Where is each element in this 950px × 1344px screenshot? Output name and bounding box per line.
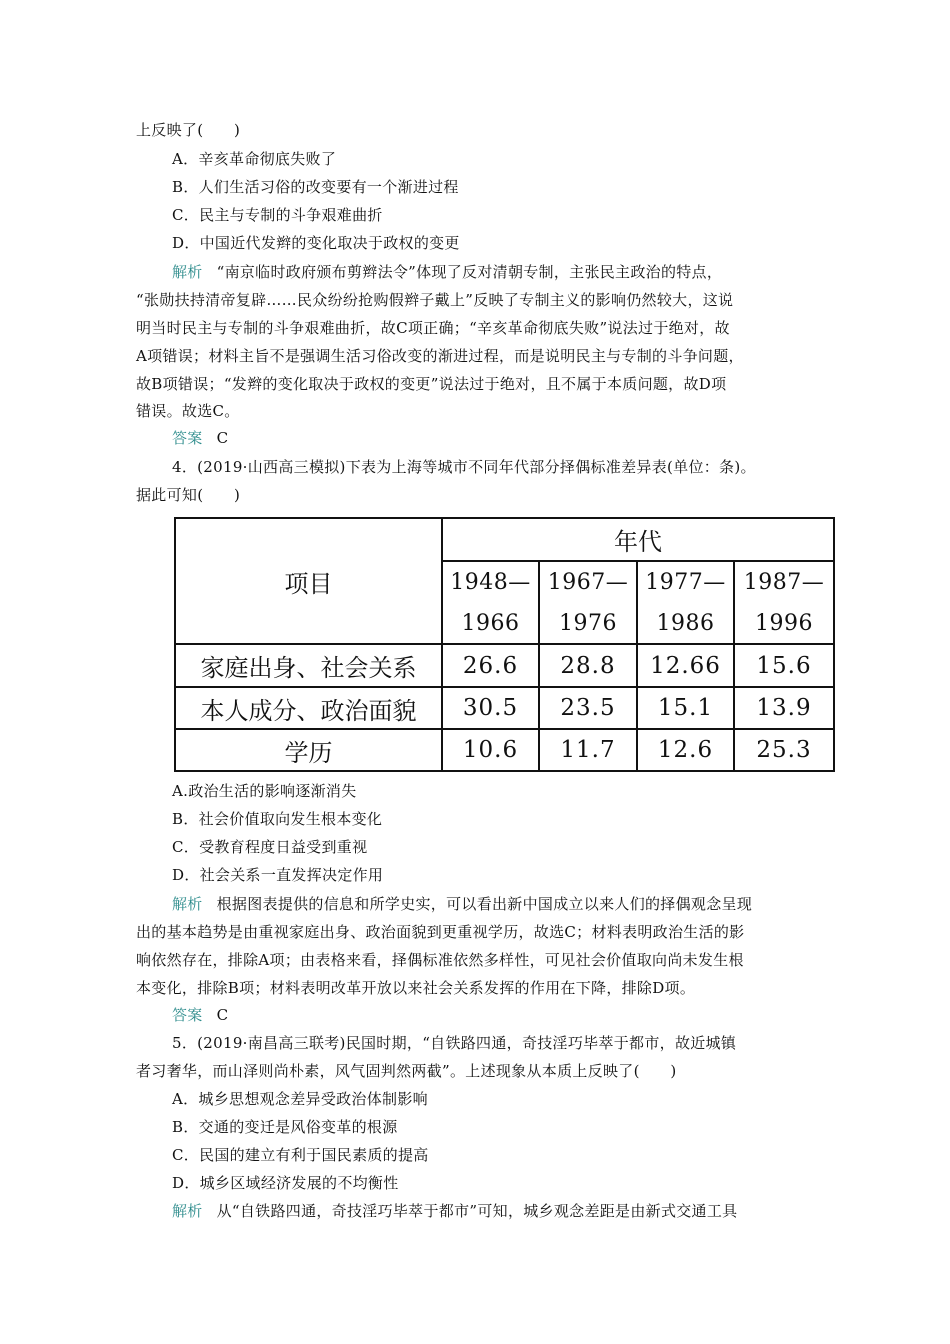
- table-cell: 10.6: [462, 737, 519, 763]
- q4-answer-value: C: [216, 1006, 229, 1024]
- q3-analysis-text: “南京临时政府颁布剪辫法令”体现了反对清朝专制，主张民主政治的特点，: [216, 263, 723, 281]
- q3-analysis-line: 明当时民主与专制的斗争艰难曲折，故C项正确；“辛亥革命彻底失败”说法过于绝对，故: [136, 319, 730, 337]
- table-cell: 12.6: [657, 737, 714, 763]
- q4-answer-label: 答案: [172, 1006, 203, 1024]
- period-start: 1987—: [743, 569, 825, 595]
- row-label: 学历: [284, 738, 333, 767]
- q3-answer-value: C: [216, 429, 229, 447]
- q5-stem-line: 者习奢华，而山泽则尚朴素，风气固判然两截”。上述现象从本质上反映了( ): [136, 1062, 677, 1080]
- period-end: 1996: [755, 610, 813, 636]
- q5-option-d: D．城乡区域经济发展的不均衡性: [172, 1174, 399, 1192]
- q3-analysis-line: 故B项错误；“发辫的变化取决于政权的变更”说法过于绝对，且不属于本质问题，故D项: [136, 375, 727, 393]
- table-cell: 11.7: [560, 737, 616, 763]
- q5-analysis-label: 解析: [172, 1202, 203, 1220]
- q5-option-c: C．民国的建立有利于国民素质的提高: [172, 1146, 429, 1164]
- q3-answer-label: 答案: [172, 429, 203, 447]
- q4-option-d: D．社会关系一直发挥决定作用: [172, 866, 384, 884]
- table-cell: 23.5: [560, 695, 616, 721]
- q5-option-b: B．交通的变迁是风俗变革的根源: [172, 1118, 398, 1136]
- table-cell: 28.8: [560, 652, 616, 679]
- period-start: 1948—: [450, 569, 531, 595]
- q3-analysis-line: 错误。故选C。: [136, 402, 240, 420]
- q4-analysis-first-line: [172, 894, 752, 914]
- q4-stem-line: 据此可知( ): [136, 486, 241, 504]
- period-end: 1986: [656, 610, 715, 636]
- q3-option-c: C．民主与专制的斗争艰难曲折: [172, 206, 383, 224]
- q4-analysis-line: 出的基本趋势是由重视家庭出身、政治面貌到更重视学历，故选C；材料表明政治生活的影: [136, 923, 745, 941]
- q5-option-a: A．城乡思想观念差异受政治体制影响: [172, 1090, 428, 1108]
- q3-analysis-first-line: [172, 262, 722, 282]
- period-start: 1967—: [547, 569, 629, 595]
- q4-analysis-line: 响依然存在，排除A项；由表格来看，择偶标准依然多样性，可见社会价值取向尚未发生根: [136, 951, 744, 969]
- q3-option-b: B．人们生活习俗的改变要有一个渐进过程: [172, 178, 459, 196]
- period-end: 1976: [559, 610, 617, 636]
- q3-option-d: D．中国近代发辫的变化取决于政权的变更: [172, 234, 460, 252]
- q4-option-b: B．社会价值取向发生根本变化: [172, 810, 383, 828]
- q3-stem-tail: 上反映了( ): [136, 121, 241, 139]
- q3-analysis-line: “张勋扶持清帝复辟……民众纷纷抢购假辫子戴上”反映了专制主义的影响仍然较大，这说: [136, 291, 734, 309]
- q5-stem-line: 5．(2019·南昌高三联考)民国时期，“自铁路四通，奇技淫巧毕萃于都市，故近城镇: [172, 1034, 737, 1052]
- table-cell: 12.66: [650, 652, 721, 679]
- table-cell: 15.6: [756, 652, 812, 679]
- table-cell: 13.9: [756, 695, 812, 721]
- row-label: 本人成分、政治面貌: [200, 696, 417, 725]
- q4-answer: [172, 1005, 228, 1025]
- q4-option-a: A.政治生活的影响逐渐消失: [172, 782, 357, 800]
- table-cell: 15.1: [657, 695, 714, 721]
- q5-analysis-text: 从“自铁路四通，奇技淫巧毕萃于都市”可知，城乡观念差距是由新式交通工具: [216, 1202, 738, 1220]
- table-cell: 25.3: [756, 737, 812, 763]
- q3-analysis-label: 解析: [172, 263, 203, 281]
- q5-analysis-first-line: [172, 1201, 737, 1221]
- q3-option-a: A．辛亥革命彻底失败了: [172, 150, 337, 168]
- q4-stem-line: 4．(2019·山西高三模拟)下表为上海等城市不同年代部分择偶标准差异表(单位：条)。: [172, 458, 756, 476]
- q3-answer: [172, 428, 228, 448]
- table-cell: 26.6: [462, 652, 519, 679]
- period-end: 1966: [461, 610, 520, 636]
- table-header-item: 项目: [284, 569, 333, 598]
- q4-option-c: C．受教育程度日益受到重视: [172, 838, 368, 856]
- q4-analysis-text: 根据图表提供的信息和所学史实，可以看出新中国成立以来人们的择偶观念呈现: [216, 895, 753, 913]
- q4-analysis-label: 解析: [172, 895, 203, 913]
- table-cell: 30.5: [462, 695, 519, 721]
- mate-selection-table: [174, 517, 835, 772]
- period-start: 1977—: [645, 569, 726, 595]
- q4-analysis-line: 本变化，排除B项；材料表明改革开放以来社会关系发挥的作用在下降，排除D项。: [136, 979, 696, 997]
- row-label: 家庭出身、社会关系: [200, 654, 417, 682]
- q3-analysis-line: A项错误；材料主旨不是强调生活习俗改变的渐进过程，而是说明民主与专制的斗争问题，: [136, 347, 744, 365]
- table-header-era: 年代: [614, 528, 662, 556]
